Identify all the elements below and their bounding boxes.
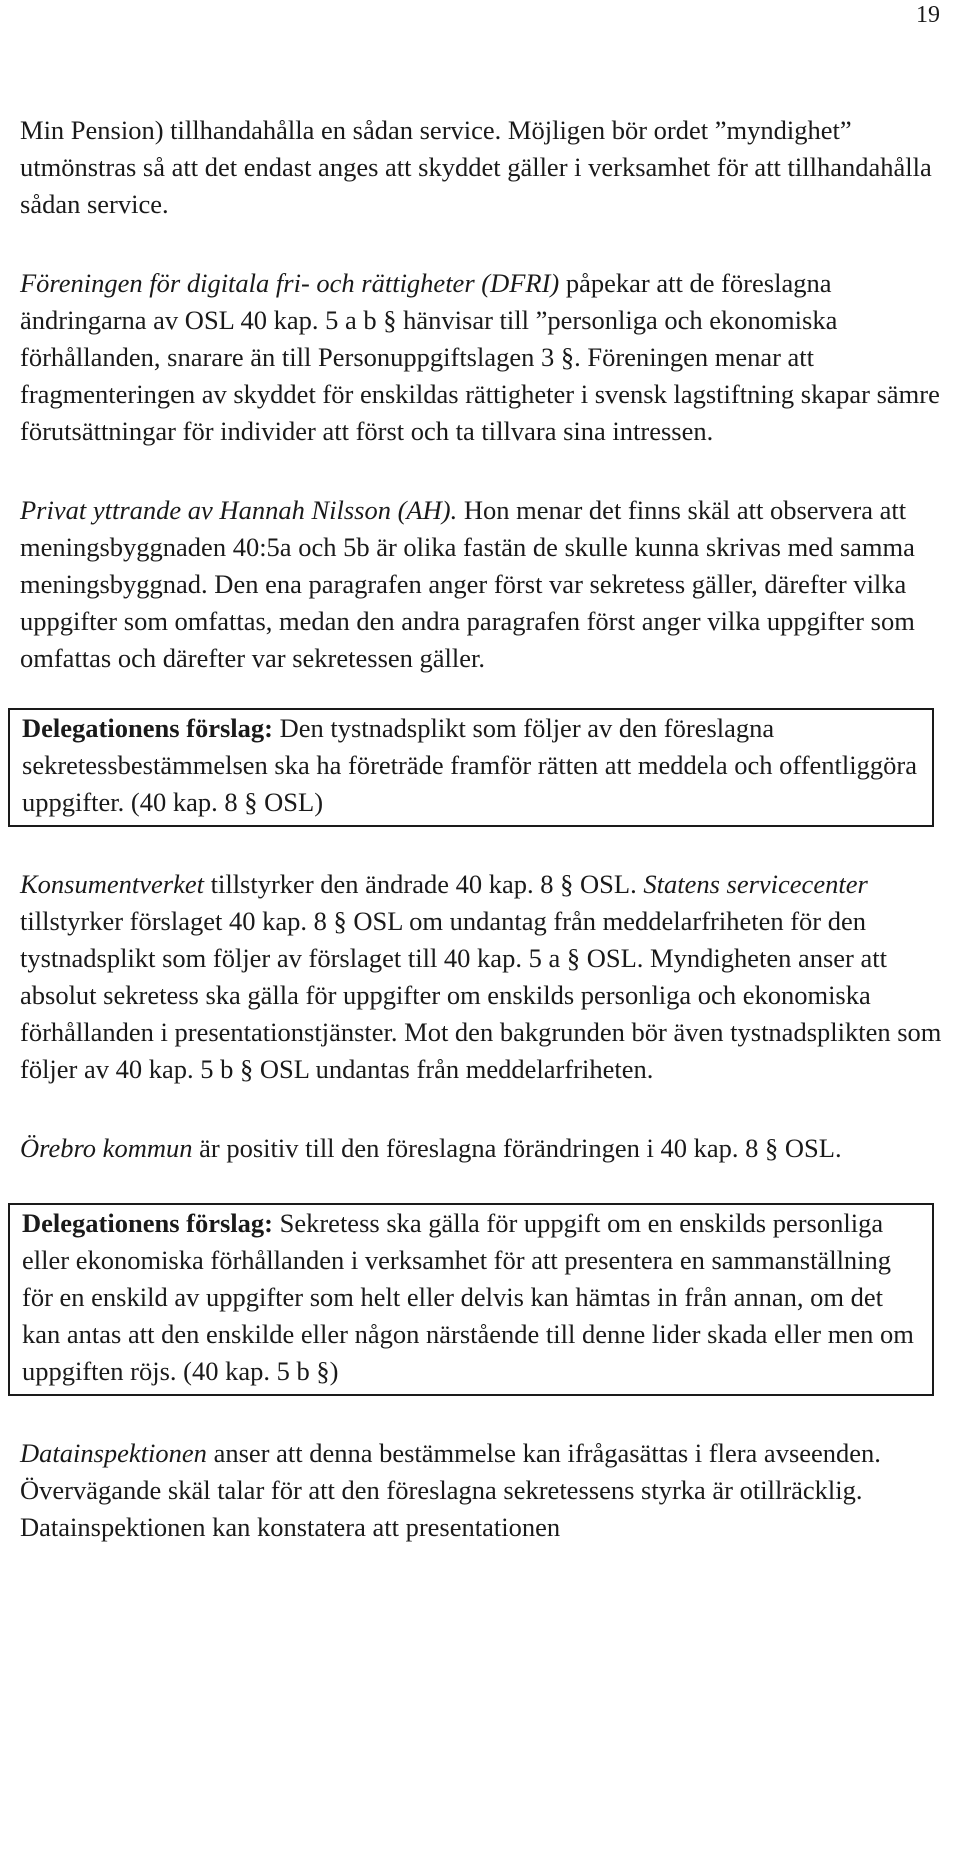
paragraph-dfri	[20, 265, 950, 450]
paragraph-private-statement	[20, 492, 950, 677]
proposal-label: Delegationens förslag:	[22, 1208, 273, 1238]
organization-name: Örebro kommun	[20, 1133, 193, 1163]
paragraph-text: tillstyrker den ändrade 40 kap. 8 § OSL.	[203, 869, 644, 899]
proposal-body: Den tystnadsplikt som följer av den föreslagna sekretessbestämmelsen ska ha företräde framför rätten att meddela och offentliggöra uppgifter. (40 kap. 8 § OSL)	[22, 713, 917, 817]
proposal-text	[22, 1205, 920, 1390]
paragraph-text: påpekar att de föreslagna ändringarna av OSL 40 kap. 5 a b § hänvisar till ”personliga och ekonomiska förhållanden, snarare än till Personuppgiftslagen 3 §. Föreningen menar att fragmenteringen av skyddet för enskildas rättigheter i svensk lagstiftning skapar sämre förutsättningar för individer att först och ta tillvara sina intressen.	[20, 268, 940, 446]
paragraph-text: är positiv till den föreslagna förändringen i 40 kap. 8 § OSL.	[192, 1133, 842, 1163]
paragraph-text: anser att denna bestämmelse kan ifrågasättas i flera avseenden. Övervägande skäl talar för att den föreslagna sekretessens styrka är otillräcklig. Datainspektionen kan konstatera att presentationen	[20, 1438, 881, 1542]
proposal-text	[22, 710, 920, 821]
paragraph-text: Min Pension) tillhandahålla en sådan service. Möjligen bör ordet ”myndighet” utmönstras så att det endast anges att skyddet gäller i verksamhet för att tillhandahålla sådan service.	[20, 115, 932, 219]
paragraph-text: Hon menar det finns skäl att observera att meningsbyggnaden 40:5a och 5b är olika fastän de skulle kunna skrivas med samma meningsbyggnad. Den ena paragrafen anger först var sekretess gäller, därefter vilka uppgifter som omfattas, medan den andra paragrafen först anger vilka uppgifter som omfattas och därefter var sekretessen gäller.	[20, 495, 915, 673]
organization-name: Privat yttrande av Hannah Nilsson (AH).	[20, 495, 458, 525]
paragraph-text: tillstyrker förslaget 40 kap. 8 § OSL om undantag från meddelarfriheten för den tystnadsplikt som följer av förslaget till 40 kap. 5 a § OSL. Myndigheten anser att absolut sekretess ska gälla för uppgifter om enskilds personliga och ekonomiska förhållanden i presentationstjänster. Mot den bakgrunden bör även tystnadsplikten som följer av 40 kap. 5 b § OSL undantas från meddelarfriheten.	[20, 906, 942, 1084]
organization-name: Statens servicecenter	[643, 869, 868, 899]
proposal-box	[8, 708, 934, 827]
organization-name: Datainspektionen	[20, 1438, 207, 1468]
paragraph-consumer-agency	[20, 866, 950, 1088]
document-body	[20, 112, 950, 1546]
proposal-label: Delegationens förslag:	[22, 713, 273, 743]
paragraph-orebro	[20, 1130, 950, 1167]
paragraph-data-inspection	[20, 1435, 950, 1546]
organization-name: Föreningen för digitala fri- och rättigheter (DFRI)	[20, 268, 560, 298]
page-number: 19	[916, 2, 940, 28]
organization-name: Konsumentverket	[20, 869, 204, 899]
paragraph-continuation	[20, 112, 950, 223]
proposal-box	[8, 1203, 934, 1396]
proposal-body: Sekretess ska gälla för uppgift om en enskilds personliga eller ekonomiska förhållanden i verksamhet för att presentera en sammanställning för en enskild av uppgifter som helt eller delvis kan hämtas in från annan, om det kan antas att den enskilde eller någon närstående till denne lider skada eller men om uppgiften röjs. (40 kap. 5 b §)	[22, 1208, 914, 1386]
